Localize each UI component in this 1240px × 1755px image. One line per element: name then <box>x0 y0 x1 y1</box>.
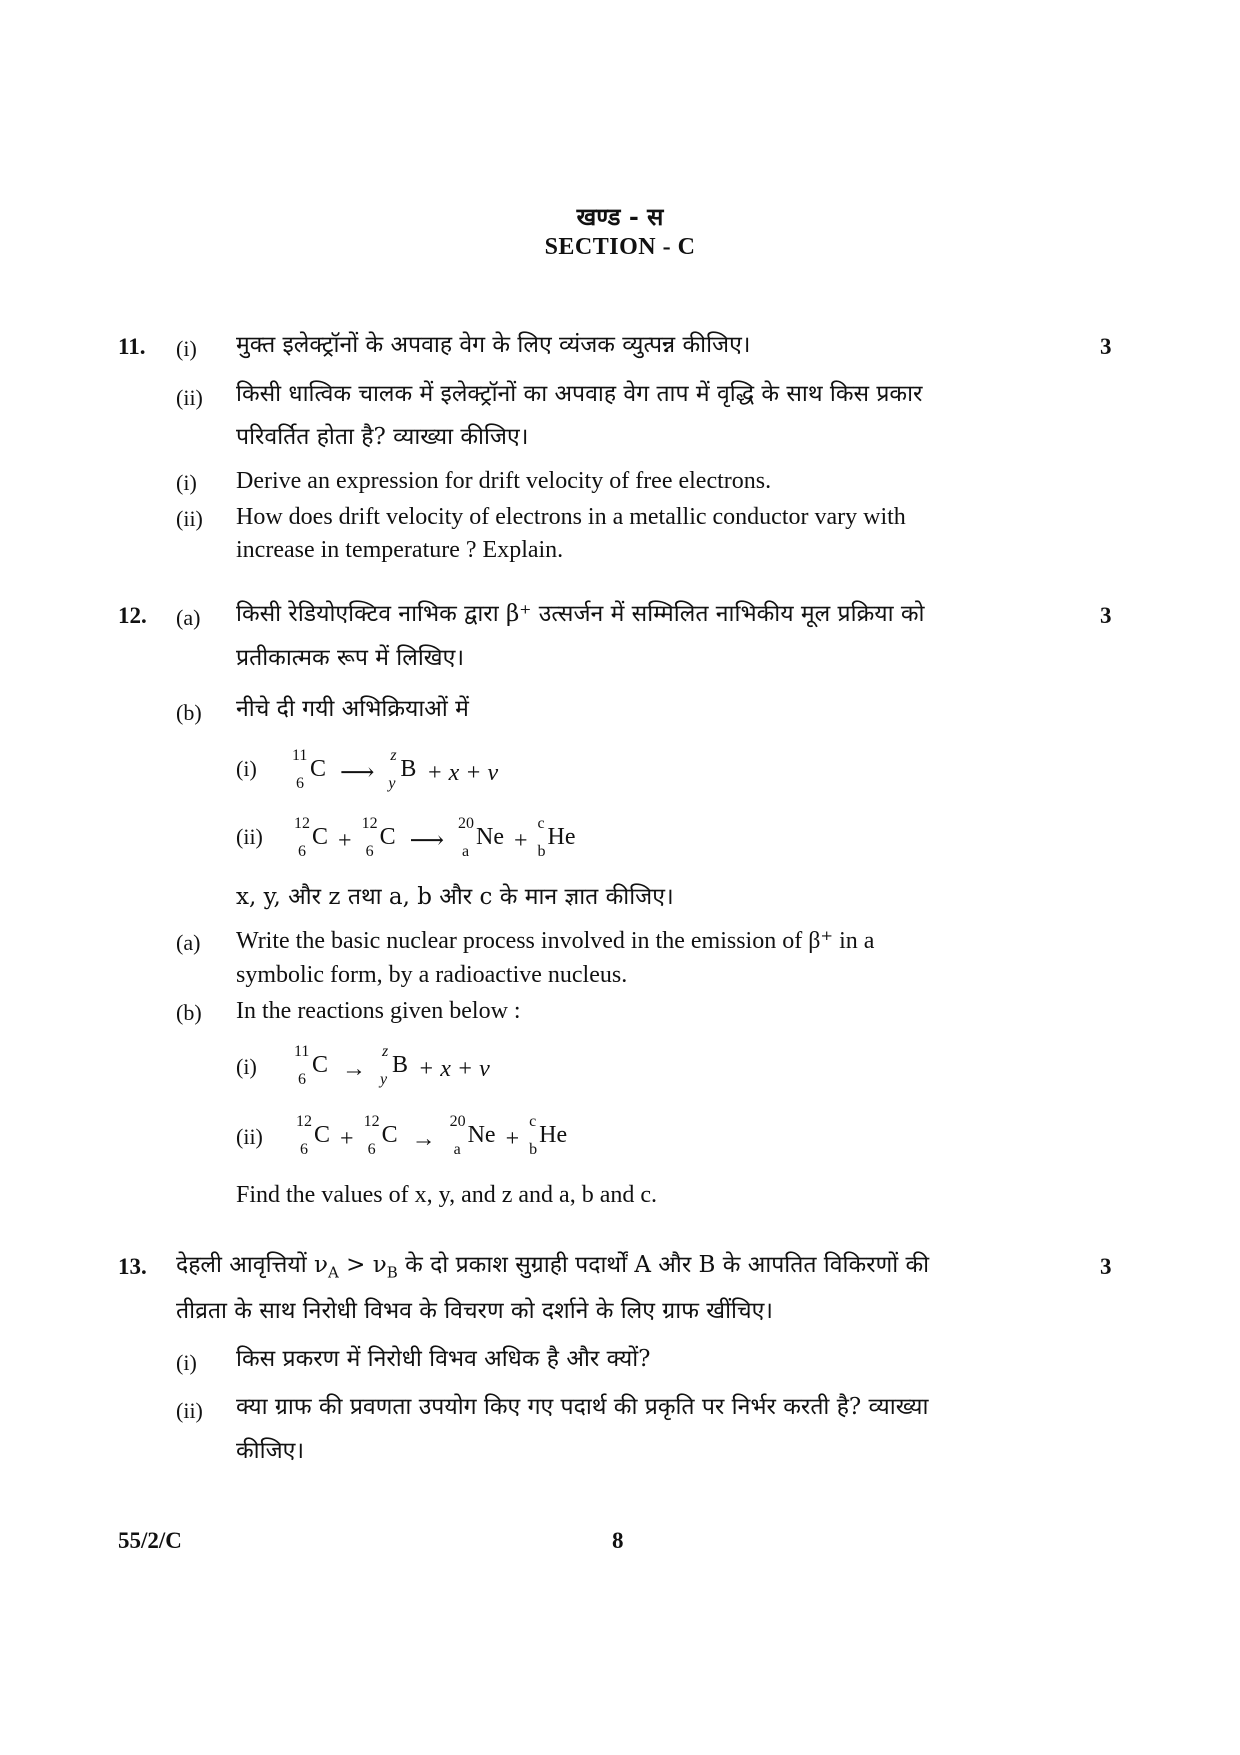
q13-line1: देहली आवृत्तियों $\nu_A > \nu_B$ के दो प्रकाश सुग्राही पदार्थों A और B के आपतित विकिरणों की <box>176 1252 930 1282</box>
q11-hi-ii-line1: किसी धात्विक चालक में इलेक्ट्रॉनों का अपवाह वेग ताप में वृद्धि के साथ किस प्रकार <box>236 381 923 407</box>
nuclide-c12: 12 6 C <box>294 815 329 860</box>
nuclide-b: z y B <box>380 1043 409 1088</box>
q13-marks: 3 <box>1100 1254 1112 1279</box>
q12-en-b-text: In the reactions given below : <box>236 998 521 1024</box>
nuclide-ne: 20 a Ne <box>457 815 504 860</box>
nuclide-c12: 12 6 C <box>361 815 396 860</box>
q12-en-eq2-label: (ii) <box>236 1124 263 1149</box>
q12-hi-eq1 <box>292 748 498 792</box>
reaction-arrow: ⟶ <box>409 827 444 854</box>
q12-marks: 3 <box>1100 603 1112 628</box>
q12-en-b-label: (b) <box>176 1000 202 1025</box>
q11-en-ii-label: (ii) <box>176 506 203 531</box>
q11-hi-ii-line2: परिवर्तित होता है? व्याख्या कीजिए। <box>236 424 529 450</box>
q11-marks: 3 <box>1100 334 1112 359</box>
q12-hi-a-line1: किसी रेडियोएक्टिव नाभिक द्वारा β⁺ उत्सर्जन में सम्मिलित नाभिकीय मूल प्रक्रिया को <box>236 601 925 627</box>
q12-hi-a-label: (a) <box>176 605 201 630</box>
q12-en-eq1-label: (i) <box>236 1054 257 1079</box>
q12-en-eq2: 12 6 C + 12 6 C → 20 a Ne + c b He <box>296 1113 568 1158</box>
q11-number: 11. <box>118 334 146 359</box>
q12-hi-eq2-label: (ii) <box>236 824 263 849</box>
section-title-english: SECTION - C <box>544 234 696 260</box>
paper-code: 55/2/C <box>118 1528 182 1553</box>
q11-en-ii-line2: increase in temperature ? Explain. <box>236 537 564 563</box>
nuclide-he: c b He <box>529 1113 568 1158</box>
section-title-hindi: खण्ड - स <box>576 202 664 231</box>
q12-hi-b-text: नीचे दी गयी अभिक्रियाओं में <box>236 696 469 722</box>
q12-en-eq1 <box>294 1044 490 1088</box>
q12-hi-a-line2: प्रतीकात्मक रूप में लिखिए। <box>236 645 465 671</box>
q11-hi-ii-label: (ii) <box>176 385 203 410</box>
q12-hi-eq1-label: (i) <box>236 756 257 781</box>
q13-ii-label: (ii) <box>176 1398 203 1423</box>
q11-hi-i-label: (i) <box>176 336 197 361</box>
q12-en-find: Find the values of x, y, and z and a, b and c. <box>236 1182 657 1208</box>
q12-eq1-tail: + x + ν <box>418 1055 490 1082</box>
nuclide-c11: 11 6 C <box>292 747 327 792</box>
q11-en-i-text: Derive an expression for drift velocity of free electrons. <box>236 468 772 494</box>
q12-hi-b-label: (b) <box>176 700 202 725</box>
q12-en-a-line1: Write the basic nuclear process involved in the emission of β⁺ in a <box>236 928 875 954</box>
reaction-arrow: ⟶ <box>340 759 375 786</box>
reaction-arrow: → <box>342 1055 367 1082</box>
q11-en-i-label: (i) <box>176 470 197 495</box>
nuclide-c12: 12 6 C <box>296 1113 331 1158</box>
q12-eq1-tail: + x + ν <box>426 759 499 786</box>
q11-en-ii-line1: How does drift velocity of electrons in a metallic conductor vary with <box>236 504 906 530</box>
q13-number: 13. <box>118 1254 147 1279</box>
q13-i-text: किस प्रकरण में निरोधी विभव अधिक है और क्यों? <box>236 1346 651 1372</box>
page-number: 8 <box>612 1528 624 1553</box>
nuclide-c11: 11 6 C <box>294 1043 329 1088</box>
q13-ii-line1: क्या ग्राफ की प्रवणता उपयोग किए गए पदार्थ की प्रकृति पर निर्भर करती है? व्याख्या <box>236 1394 929 1420</box>
nuclide-ne: 20 a Ne <box>449 1113 496 1158</box>
q12-number: 12. <box>118 603 147 628</box>
nuclide-b: z y B <box>388 747 417 792</box>
q12-en-a-line2: symbolic form, by a radioactive nucleus. <box>236 962 628 988</box>
q13-ii-line2: कीजिए। <box>236 1438 305 1464</box>
reaction-arrow: → <box>411 1125 436 1152</box>
q13-i-label: (i) <box>176 1350 197 1375</box>
nuclide-he: c b He <box>537 815 576 860</box>
q12-hi-eq2: 12 6 C + 12 6 C ⟶ 20 a Ne + c b He <box>294 815 576 860</box>
nuclide-c12: 12 6 C <box>363 1113 398 1158</box>
q11-hi-i-text: मुक्त इलेक्ट्रॉनों के अपवाह वेग के लिए व्यंजक व्युत्पन्न कीजिए। <box>236 332 751 358</box>
q12-en-a-label: (a) <box>176 930 201 955</box>
q13-line2: तीव्रता के साथ निरोधी विभव के विचरण को दर्शाने के लिए ग्राफ खींचिए। <box>176 1298 774 1324</box>
q12-hi-find: x, y, और z तथा a, b और c के मान ज्ञात कीजिए। <box>236 884 674 910</box>
